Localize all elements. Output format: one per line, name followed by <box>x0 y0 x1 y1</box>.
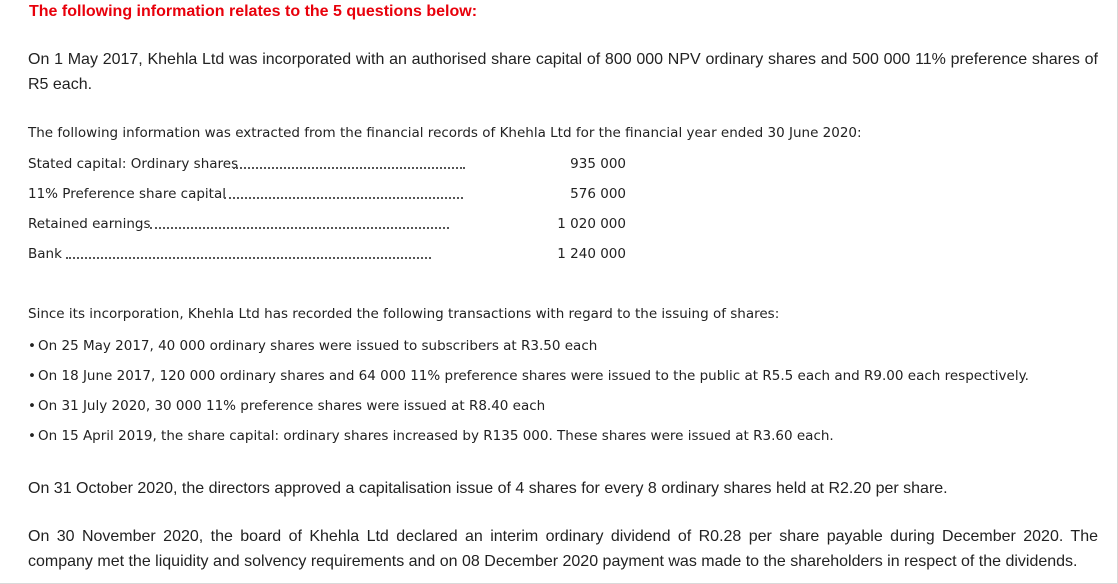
transaction-item <box>28 337 597 355</box>
dot-leader <box>233 165 465 169</box>
section-heading: The following information relates to the 5 questions below: <box>29 3 478 20</box>
transaction-text: On 15 April 2019, the share capital: ordinary shares increased by R135 000. These shares were issued at R3.60 each. <box>38 428 834 444</box>
balance-amount: 1 240 000 <box>557 246 626 262</box>
balance-row-preference-capital <box>28 184 628 204</box>
dot-leader <box>224 195 463 199</box>
balance-row-retained-earnings <box>28 214 628 234</box>
balance-row-ordinary-shares <box>28 154 628 174</box>
balance-label: Retained earnings <box>28 216 151 232</box>
transaction-text: On 18 June 2017, 120 000 ordinary shares and 64 000 11% preference shares were issued to the public at R5.5 each and R9.00 each respectively. <box>38 368 1029 384</box>
transactions-intro: Since its incorporation, Khehla Ltd has recorded the following transactions with regard to the issuing of shares: <box>28 306 780 322</box>
transaction-item <box>28 367 1029 385</box>
balance-amount: 576 000 <box>570 186 626 202</box>
capitalisation-paragraph: On 31 October 2020, the directors approved a capitalisation issue of 4 shares for every 8 ordinary shares held at R2.20 per share. <box>28 480 948 497</box>
bullet-icon: • <box>28 428 36 444</box>
bullet-icon: • <box>28 398 36 414</box>
bullet-icon: • <box>28 368 36 384</box>
dot-leader <box>150 225 449 229</box>
transaction-item <box>28 427 834 445</box>
dividend-paragraph: On 30 November 2020, the board of Khehla Ltd declared an interim ordinary dividend of R0.28 per share payable during December 2020. The company met the liquidity and solvency requirements and on 08 December 2020 payment was made to the shareholders in respect of the dividends. <box>28 528 1098 570</box>
bullet-icon: • <box>28 338 36 354</box>
balance-label: 11% Preference share capital <box>28 186 226 202</box>
balance-amount: 1 020 000 <box>557 216 626 232</box>
balance-label: Stated capital: Ordinary shares <box>28 156 239 172</box>
dot-leader <box>66 255 431 259</box>
extract-intro: The following information was extracted from the financial records of Khehla Ltd for the financial year ended 30 June 2020: <box>28 125 862 141</box>
balance-row-bank <box>28 244 628 264</box>
transaction-text: On 31 July 2020, 30 000 11% preference shares were issued at R8.40 each <box>38 398 546 414</box>
transaction-item <box>28 397 545 415</box>
transaction-text: On 25 May 2017, 40 000 ordinary shares were issued to subscribers at R3.50 each <box>38 338 598 354</box>
balance-label: Bank <box>28 246 62 262</box>
incorporation-paragraph: On 1 May 2017, Khehla Ltd was incorporated with an authorised share capital of 800 000 NPV ordinary shares and 500 000 11% preference shares of R5 each. <box>28 51 1098 93</box>
balance-amount: 935 000 <box>570 156 626 172</box>
